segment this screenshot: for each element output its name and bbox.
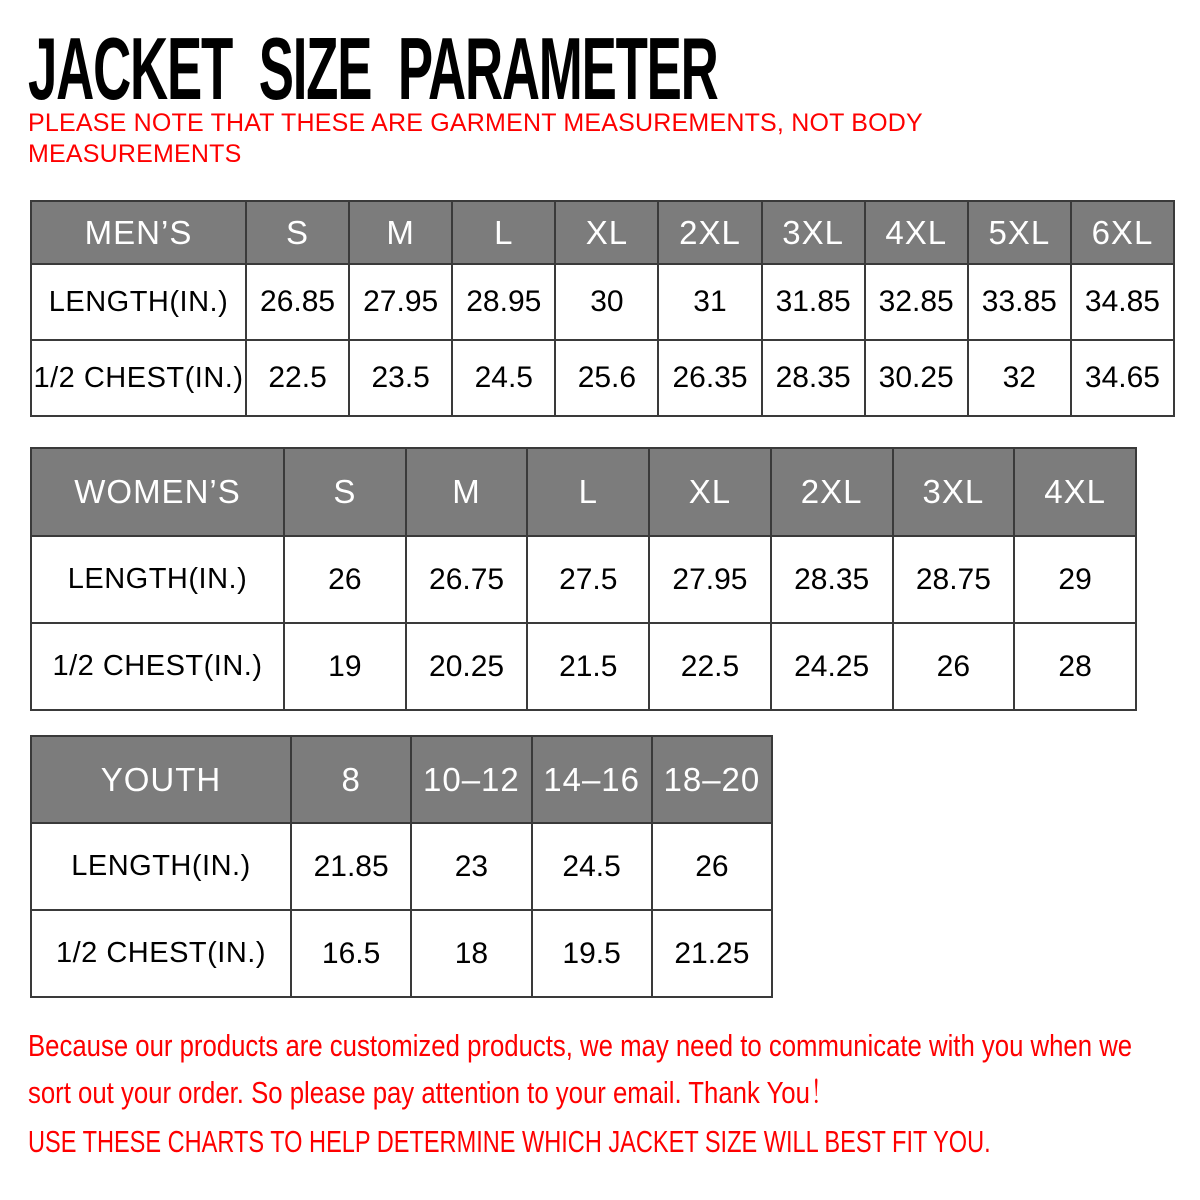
youth-size-header: 8: [291, 736, 411, 823]
youth-measurement-cell: 18: [411, 910, 531, 997]
mens-size-header: S: [246, 201, 349, 264]
mens-table-row: [31, 264, 1174, 340]
womens-table-row: [31, 623, 1136, 710]
youth-measurement-cell: 16.5: [291, 910, 411, 997]
mens-measurement-cell: 27.95: [349, 264, 452, 340]
womens-measurement-cell: 24.25: [771, 623, 893, 710]
womens-measurement-cell: 19: [284, 623, 406, 710]
womens-size-header: M: [406, 448, 528, 536]
custom-order-notice: Because our products are customized products, we may need to communicate with you when we sort out your order. So please pay attention to your email. Thank You！: [28, 1028, 1133, 1110]
youth-size-header: 14–16: [532, 736, 652, 823]
mens-size-header: XL: [555, 201, 658, 264]
mens-measurement-cell: 28.95: [452, 264, 555, 340]
youth-header-row: [31, 736, 772, 823]
chart-usage-instruction: USE THESE CHARTS TO HELP DETERMINE WHICH JACKET SIZE WILL BEST FIT YOU.: [28, 1124, 991, 1159]
womens-measurement-cell: 27.95: [649, 536, 771, 623]
youth-measurement-cell: 21.85: [291, 823, 411, 910]
youth-row-label: LENGTH(IN.): [31, 823, 291, 910]
womens-size-header: XL: [649, 448, 771, 536]
mens-row-label: LENGTH(IN.): [31, 264, 246, 340]
mens-measurement-cell: 25.6: [555, 340, 658, 416]
womens-size-header: S: [284, 448, 406, 536]
youth-table-row: [31, 910, 772, 997]
garment-measurement-note: PLEASE NOTE THAT THESE ARE GARMENT MEASUREMENTS, NOT BODY MEASUREMENTS: [28, 109, 923, 168]
mens-measurement-cell: 33.85: [968, 264, 1071, 340]
mens-measurement-cell: 31.85: [762, 264, 865, 340]
mens-measurement-cell: 34.65: [1071, 340, 1174, 416]
womens-table-row: [31, 536, 1136, 623]
mens-measurement-cell: 28.35: [762, 340, 865, 416]
womens-measurement-cell: 29: [1014, 536, 1136, 623]
mens-size-header: M: [349, 201, 452, 264]
mens-size-header: 2XL: [658, 201, 761, 264]
youth-measurement-cell: 21.25: [652, 910, 772, 997]
mens-size-header: 4XL: [865, 201, 968, 264]
mens-header-row: [31, 201, 1174, 264]
mens-measurement-cell: 32: [968, 340, 1071, 416]
mens-measurement-cell: 23.5: [349, 340, 452, 416]
womens-measurement-cell: 28.35: [771, 536, 893, 623]
womens-measurement-cell: 28: [1014, 623, 1136, 710]
womens-row-label: 1/2 CHEST(IN.): [31, 623, 284, 710]
mens-measurement-cell: 34.85: [1071, 264, 1174, 340]
mens-measurement-cell: 30.25: [865, 340, 968, 416]
youth-measurement-cell: 26: [652, 823, 772, 910]
womens-measurement-cell: 26: [893, 623, 1015, 710]
youth-measurement-cell: 19.5: [532, 910, 652, 997]
page-title: JACKET SIZE PARAMETER: [28, 19, 718, 118]
mens-size-header: 3XL: [762, 201, 865, 264]
youth-measurement-cell: 23: [411, 823, 531, 910]
mens-measurement-cell: 31: [658, 264, 761, 340]
womens-size-table: [30, 447, 1137, 711]
womens-measurement-cell: 27.5: [527, 536, 649, 623]
youth-size-header: 10–12: [411, 736, 531, 823]
womens-size-header: 3XL: [893, 448, 1015, 536]
mens-row-label: 1/2 CHEST(IN.): [31, 340, 246, 416]
mens-size-table: [30, 200, 1175, 417]
youth-measurement-cell: 24.5: [532, 823, 652, 910]
womens-measurement-cell: 22.5: [649, 623, 771, 710]
womens-measurement-cell: 26.75: [406, 536, 528, 623]
mens-measurement-cell: 26.85: [246, 264, 349, 340]
mens-measurement-cell: 30: [555, 264, 658, 340]
youth-group-header: YOUTH: [31, 736, 291, 823]
womens-measurement-cell: 26: [284, 536, 406, 623]
youth-table-row: [31, 823, 772, 910]
womens-header-row: [31, 448, 1136, 536]
womens-measurement-cell: 21.5: [527, 623, 649, 710]
womens-group-header: WOMEN’S: [31, 448, 284, 536]
womens-measurement-cell: 20.25: [406, 623, 528, 710]
mens-measurement-cell: 32.85: [865, 264, 968, 340]
mens-measurement-cell: 22.5: [246, 340, 349, 416]
womens-size-header: L: [527, 448, 649, 536]
mens-size-header: 5XL: [968, 201, 1071, 264]
mens-table-row: [31, 340, 1174, 416]
youth-size-header: 18–20: [652, 736, 772, 823]
mens-size-header: 6XL: [1071, 201, 1174, 264]
mens-size-header: L: [452, 201, 555, 264]
mens-measurement-cell: 26.35: [658, 340, 761, 416]
mens-group-header: MEN’S: [31, 201, 246, 264]
womens-size-header: 2XL: [771, 448, 893, 536]
womens-measurement-cell: 28.75: [893, 536, 1015, 623]
youth-row-label: 1/2 CHEST(IN.): [31, 910, 291, 997]
youth-size-table: [30, 735, 773, 998]
mens-measurement-cell: 24.5: [452, 340, 555, 416]
womens-row-label: LENGTH(IN.): [31, 536, 284, 623]
womens-size-header: 4XL: [1014, 448, 1136, 536]
